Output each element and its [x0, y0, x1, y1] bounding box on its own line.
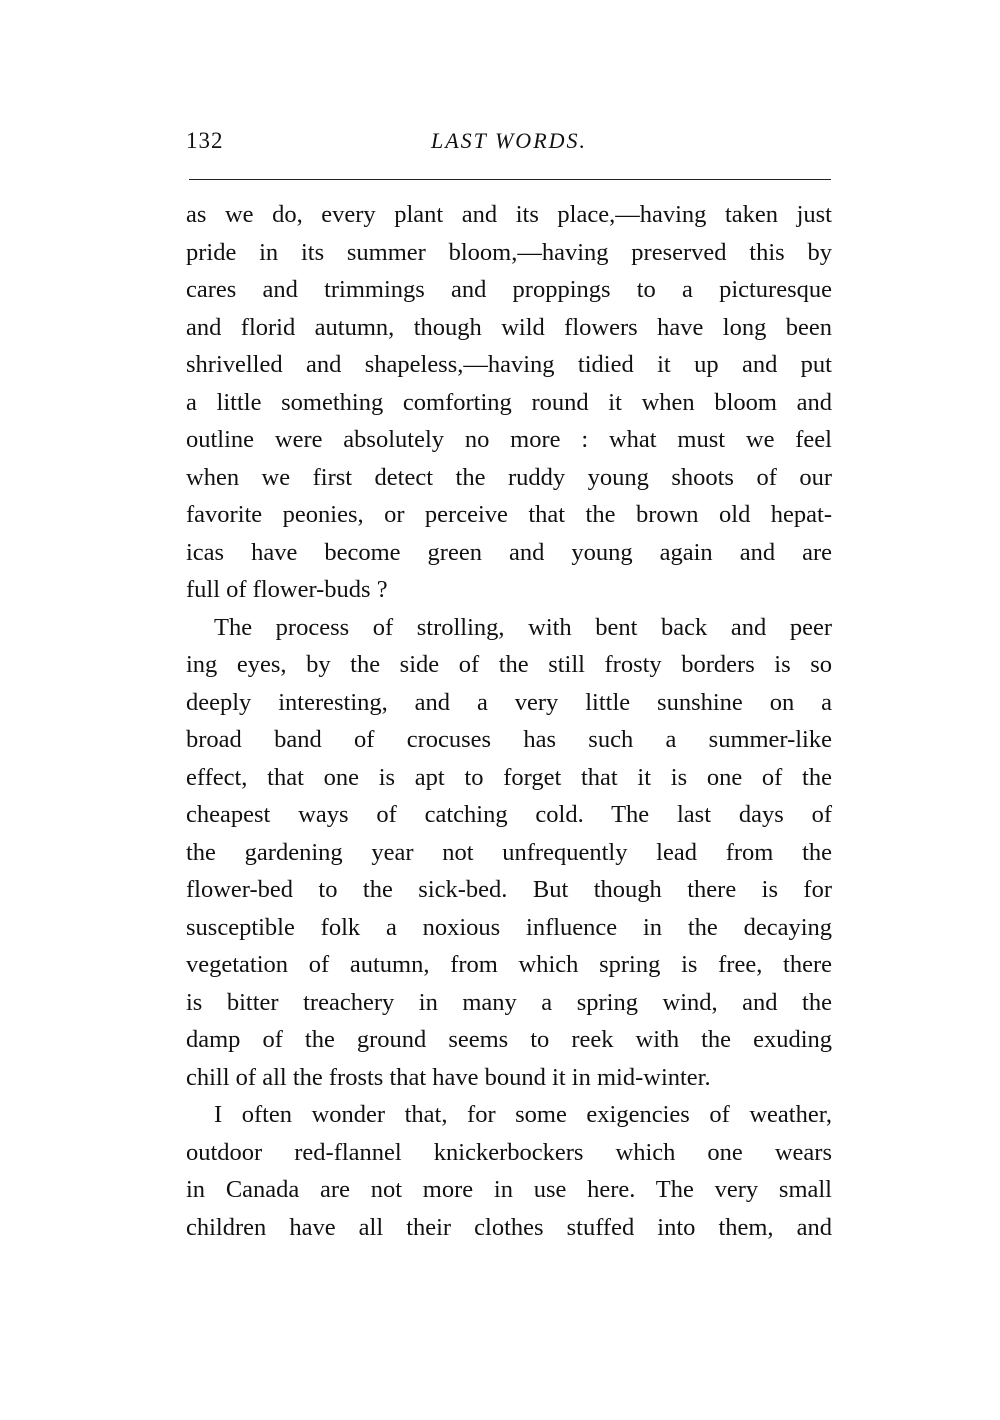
- text-line: outdoor red-flannel knickerbockers which one wears: [186, 1138, 832, 1166]
- header-rule: [189, 179, 831, 180]
- paragraph: [186, 196, 832, 609]
- text-line: when we first detect the ruddy young shoots of our: [186, 463, 832, 491]
- text-line: broad band of crocuses has such a summer-like: [186, 726, 832, 753]
- text-line: The process of strolling, with bent back and peer: [214, 613, 832, 641]
- text-line: a little something comforting round it when bloom and: [186, 388, 832, 416]
- text-line: cares and trimmings and proppings to a picturesque: [186, 276, 832, 303]
- running-title: LAST WORDS.: [430, 128, 588, 153]
- text-line: as we do, every plant and its place,—having taken just: [186, 201, 832, 228]
- text-line: is bitter treachery in many a spring wind, and the: [186, 988, 832, 1016]
- text-line: shrivelled and shapeless,—having tidied it up and put: [186, 351, 832, 378]
- running-head: [186, 128, 832, 160]
- text-line: I often wonder that, for some exigencies of weather,: [214, 1101, 832, 1128]
- text-line: and florid autumn, though wild flowers have long been: [186, 313, 832, 341]
- text-line: effect, that one is apt to forget that it is one of the: [186, 763, 832, 791]
- text-line: children have all their clothes stuffed into them, and: [186, 1213, 832, 1241]
- text-line: outline were absolutely no more : what must we feel: [186, 426, 832, 453]
- body-text: [186, 196, 832, 1246]
- paragraph: [186, 609, 832, 1097]
- text-line: flower-bed to the sick-bed. But though there is for: [186, 876, 832, 903]
- text-line: susceptible folk a noxious influence in the decaying: [186, 913, 832, 941]
- text-line: favorite peonies, or perceive that the brown old hepat-: [186, 501, 832, 528]
- text-line: ing eyes, by the side of the still frosty borders is so: [186, 651, 832, 678]
- text-line: vegetation of autumn, from which spring is free, there: [186, 951, 832, 978]
- text-line: pride in its summer bloom,—having preserved this by: [186, 238, 832, 266]
- text-line: chill of all the frosts that have bound it in mid-winter.: [186, 1063, 711, 1091]
- paragraph: [186, 1096, 832, 1246]
- text-line: cheapest ways of catching cold. The last days of: [186, 801, 832, 828]
- text-line: damp of the ground seems to reek with the exuding: [186, 1026, 832, 1053]
- text-line: icas have become green and young again and are: [186, 538, 832, 566]
- text-line: full of flower-buds ?: [186, 576, 388, 603]
- text-line: in Canada are not more in use here. The very small: [186, 1176, 832, 1203]
- text-line: the gardening year not unfrequently lead from the: [186, 838, 832, 866]
- text-line: deeply interesting, and a very little sunshine on a: [186, 688, 832, 716]
- page-number: 132: [186, 128, 224, 153]
